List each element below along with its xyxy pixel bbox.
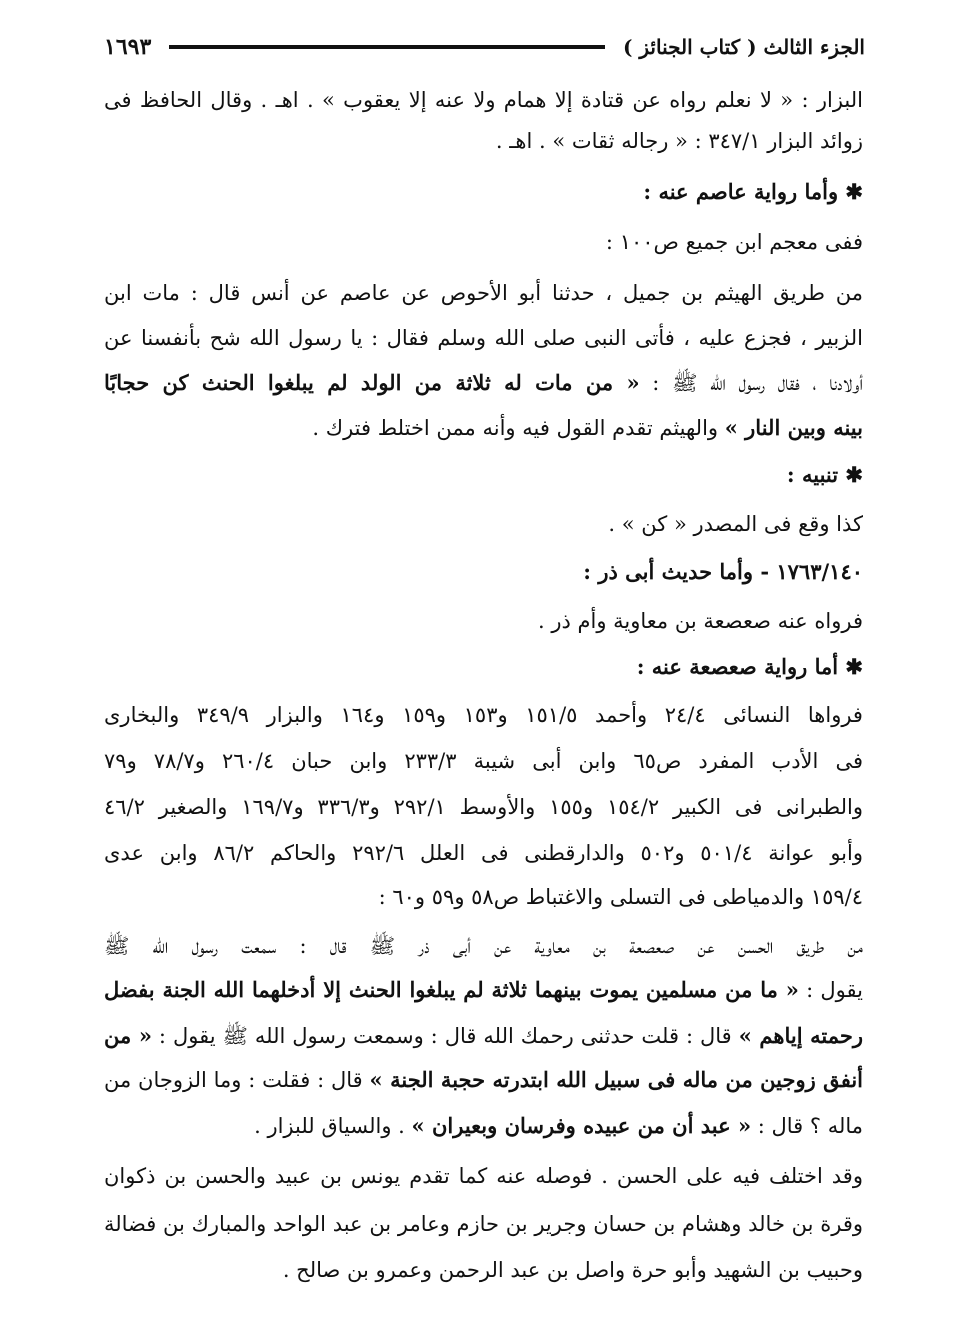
bold-text-run: « من مات له ثلاثة من الولد لم يبلغوا الحنث كن حجابًا xyxy=(104,370,640,395)
text-run: وحبيب بن الشهيد وأبو حرة واصل بن عبد الرحمن وعمرو بن صالح . xyxy=(282,1258,863,1282)
text-line xyxy=(104,1156,863,1196)
text-run: ماله ؟ قال : xyxy=(751,1114,863,1138)
bold-text-run: « من xyxy=(104,1023,152,1048)
text-line xyxy=(538,601,863,641)
text-run: فى الأدب المفرد ص٦٥ وابن أبى شيبة ٢٣٣/٣ وابن حبان ٢٦٠/٤ و٧٨/٧ و٧٩ xyxy=(104,749,863,773)
section-heading xyxy=(637,647,863,687)
text-line xyxy=(283,1250,863,1290)
text-run: ١٥٩/٤ والدمياطى فى التسلى والاغتباط ص٥٨ و٥٩ و٦٠ : xyxy=(378,885,863,909)
text-run: وقرة بن خالد وهشام بن حسان وجرير بن حازم وعامر بن عبد الواحد والمبارك بن فضالة xyxy=(104,1212,863,1236)
header-rule xyxy=(169,45,605,49)
text-run: زوائد البزار ٣٤٧/١ : « رجاله ثقات » . اهـ . xyxy=(495,129,863,153)
page-number: ١٦٩٣ xyxy=(104,34,152,60)
text-run: من طريق الحسن عن صعصعة بن معاوية عن أبى ذر ﷺ قال : سمعت رسول الله ﷺ xyxy=(104,934,863,958)
text-run: أولادنا ، فقال رسول الله ﷺ : xyxy=(639,371,863,395)
text-line xyxy=(104,1060,863,1100)
text-run: . والسياق للبزار . xyxy=(254,1114,412,1138)
text-line xyxy=(254,1106,863,1146)
text-line xyxy=(104,1016,863,1056)
text-line xyxy=(606,222,863,262)
text-line xyxy=(104,1204,863,1244)
text-line xyxy=(104,695,863,735)
text-run: قال : فقلت : وما الزوجان من xyxy=(104,1068,370,1092)
text-run: وأبو عوانة ٥٠١/٤ و٥٠٢ والدارقطنى فى العلل ٢٩٢/٦ والحاكم ٨٦/٢ وابن عدى xyxy=(104,841,863,865)
bold-text-run: ✱ وأما رواية عاصم عنه : xyxy=(643,179,863,204)
text-line xyxy=(104,318,863,358)
text-line xyxy=(104,363,863,403)
text-line xyxy=(104,273,863,313)
bold-text-run: أنفق زوجين من ماله فى سبيل الله ابتدرته حجبة الجنة » xyxy=(369,1067,864,1092)
text-run: الزبير ، فجزع عليه ، فأتى النبى صلى الله وسلم فقال : يا رسول الله شح بأنفسنا عن xyxy=(104,326,863,350)
bold-text-run: ١٧٦٣/١٤٠ - وأما حديث أبى ذر : xyxy=(583,559,863,584)
text-run: ففى معجم ابن جميع ص١٠٠ : xyxy=(605,230,863,254)
section-heading xyxy=(787,455,863,495)
bold-text-run: رحمته إياهم » xyxy=(738,1023,864,1048)
bold-text-run: ✱ أما رواية صعصعة عنه : xyxy=(636,654,863,679)
text-run: قال : قلت حدثنى رحمك الله قال : وسمعت رسول الله ﷺ يقول : xyxy=(151,1024,739,1048)
text-run: فرواه عنه صعصعة بن معاوية وأم ذر . xyxy=(537,609,863,633)
text-line xyxy=(104,80,863,120)
text-line xyxy=(312,408,863,448)
text-run: والطبرانى فى الكبير ١٥٤/٢ و١٥٥ والأوسط ٢٩٢/١ و٣٣٦/٣ و١٦٩/٧ والصغير ٤٦/٢ xyxy=(104,795,863,819)
page-header xyxy=(104,30,865,64)
text-line xyxy=(104,787,863,827)
text-line xyxy=(104,833,863,873)
text-run: وقد اختلف فيه على الحسن . فوصله عنه كما تقدم يونس بن عبيد والحسن بن ذكوان xyxy=(104,1164,863,1188)
bold-text-run: بينه وبين النار » xyxy=(724,415,863,440)
text-run: كذا وقع فى المصدر « كن » . xyxy=(608,512,863,536)
text-line xyxy=(104,970,863,1010)
text-run: يقول : xyxy=(798,978,863,1002)
bold-text-run: « ما من مسلمين يموت بينهما ثلاثة لم يبلغوا الحنث إلا أدخلهما الله الجنة بفضل xyxy=(104,977,799,1002)
section-heading xyxy=(643,172,863,212)
hadith-heading xyxy=(583,552,863,592)
bold-text-run: ✱ تنبيه : xyxy=(786,462,863,487)
text-line xyxy=(496,121,863,161)
text-run: من طريق الهيثم بن جميل ، حدثنا أبو الأحوص عن عاصم عن أنس قال : مات ابن xyxy=(104,281,863,305)
text-line xyxy=(608,504,863,544)
running-title: الجزء الثالث ( كتاب الجنائز ) xyxy=(622,35,865,59)
text-line xyxy=(104,741,863,781)
text-run: والهيثم تقدم القول فيه وأنه ممن اختلط فترك . xyxy=(312,416,725,440)
text-run: البزار : « لا نعلم رواه عن قتادة إلا همام ولا عنه إلا يعقوب » . اهـ . وقال الحافظ فى xyxy=(104,88,863,112)
text-line xyxy=(379,877,863,917)
text-line xyxy=(104,926,863,966)
bold-text-run: « عبد أن من عبيده وفرسان وبعيران » xyxy=(411,1113,752,1138)
text-run: فرواها النسائى ٢٤/٤ وأحمد ١٥١/٥ و١٥٣ و١٥٩ و١٦٤ والبزار ٣٤٩/٩ والبخارى xyxy=(104,703,863,727)
